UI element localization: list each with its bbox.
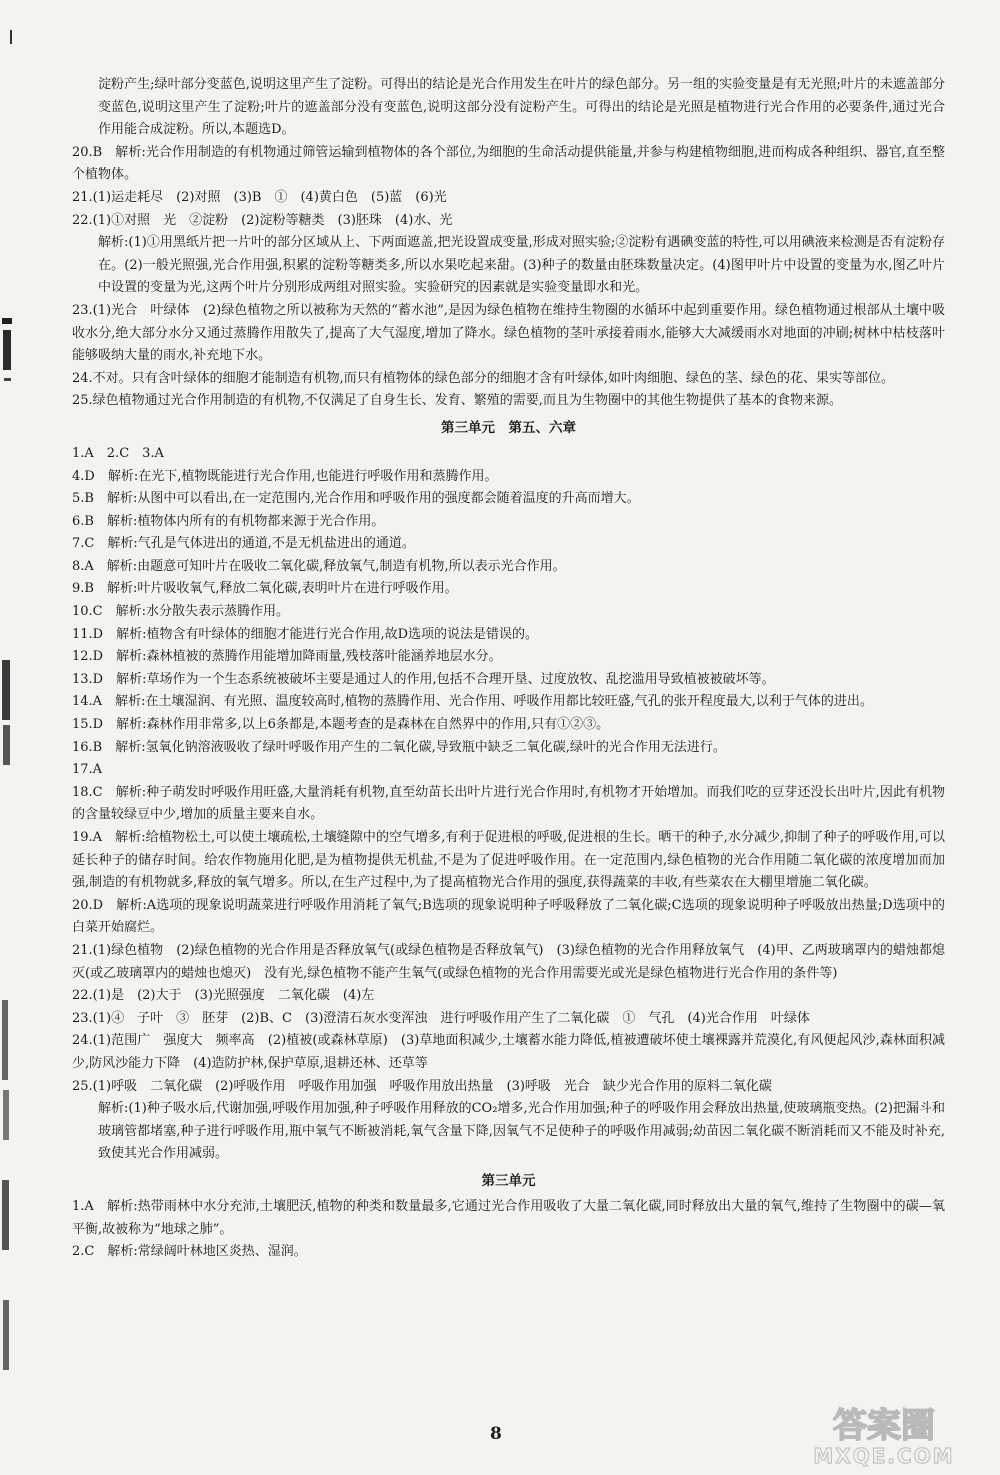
answer-item: 1.A 解析:热带雨林中水分充沛,土壤肥沃,植物的种类和数量最多,它通过光合作用吸收了大量二氧化碳,同时释放出大量的氧气,维持了生物圈中的碳—氧平衡,故被称为“地球之肺”。 <box>72 1198 945 1237</box>
answer-item: 22.(1)是 (2)大于 (3)光照强度 二氧化碳 (4)左 <box>72 988 375 1004</box>
answer-explanation: 解析:(1)种子吸水后,代谢加强,呼吸作用加强,种子呼吸作用释放的CO₂增多,光合作用加强;种子的呼吸作用会释放出热量,使玻璃瓶变热。(2)把漏斗和玻璃管都堵塞,种子进行呼吸作用,瓶中氧气不断被消耗,氧气含量下降,因氧气不足使种子的呼吸作用减弱;幼苗因二氧化碳不断消耗而又不能及时补充,致使其光合作用减弱。 <box>98 1101 945 1162</box>
answer-item: 21.(1)绿色植物 (2)绿色植物的光合作用是否释放氧气(或绿色植物是否释放氧气) (3)绿色植物的光合作用释放氧气 (4)甲、乙两玻璃罩内的蜡烛都熄灭(或乙玻璃罩内的蜡烛也熄灭) 没有光,绿色植物不能产生氧气(或绿色植物的光合作用需要光或光是绿色植物进行光合作用的条件等) <box>72 942 945 981</box>
answer-explanation: 淀粉产生;绿叶部分变蓝色,说明这里产生了淀粉。可得出的结论是光合作用发生在叶片的绿色部分。另一组的实验变量是有无光照;叶片的未遮盖部分变蓝色,说明这里产生了淀粉;叶片的遮盖部分没有变蓝色,说明这部分没有淀粉产生。可得出的结论是光照是植物进行光合作用的必要条件,通过光合作用能合成淀粉。所以,本题选D。 <box>98 77 945 138</box>
answer-explanation: 解析:(1)①用黑纸片把一片叶的部分区域从上、下两面遮盖,把光设置成变量,形成对照实验;②淀粉有遇碘变蓝的特性,可以用碘液来检测是否有淀粉存在。(2)一般光照强,光合作用强,积累的淀粉等糖类多,所以水果吃起来甜。(3)种子的数量由胚珠数量决定。(4)图甲叶片中设置的变量为水,图乙叶片中设置的变量为光,这两个叶片分别形成两组对照实验。实验研究的因素就是实验变量即水和光。 <box>98 235 945 296</box>
answer-item: 8.A 解析:由题意可知叶片在吸收二氧化碳,释放氧气,制造有机物,所以表示光合作用。 <box>72 558 566 574</box>
answer-item: 19.A 解析:给植物松土,可以使土壤疏松,土壤缝隙中的空气增多,有利于促进根的呼吸,促进根的生长。晒干的种子,水分减少,抑制了种子的呼吸作用,可以延长种子的储存时间。给农作物施用化肥,是为植物提供无机盐,不是为了促进呼吸作用。在一定范围内,绿色植物的光合作用随二氧化碳的浓度增加而加强,制造的有机物就多,释放的氧气增多。所以,在生产过程中,为了提高植物光合作用的强度,获得蔬菜的丰收,有些菜农在大棚里增施二氧化碳。 <box>72 830 945 891</box>
answer-item: 25.绿色植物通过光合作用制造的有机物,不仅满足了自身生长、发育、繁殖的需要,而且为生物圈中的其他生物提供了基本的食物来源。 <box>72 393 842 409</box>
answer-item: 21.(1)运走耗尽 (2)对照 (3)B ① (4)黄白色 (5)蓝 (6)光 <box>72 189 447 205</box>
answer-item: 20.D 解析:A选项的现象说明蔬菜进行呼吸作用消耗了氧气;B选项的现象说明种子呼吸释放了二氧化碳;C选项的现象说明种子呼吸放出热量;D选项中的白菜开始腐烂。 <box>72 897 945 936</box>
answer-item: 7.C 解析:气孔是气体进出的通道,不是无机盐进出的通道。 <box>72 536 415 552</box>
answer-item: 24.不对。只有含叶绿体的细胞才能制造有机物,而只有植物体的绿色部分的细胞才含有叶绿体,如叶肉细胞、绿色的茎、绿色的花、果实等部位。 <box>72 370 894 386</box>
answer-item: 5.B 解析:从图中可以看出,在一定范围内,光合作用和呼吸作用的强度都会随着温度的升高而增大。 <box>72 491 640 507</box>
page-number: 8 <box>490 1424 502 1444</box>
watermark-logo <box>786 1399 982 1469</box>
binding-edge-marks <box>0 0 30 1475</box>
answer-item: 17.A <box>72 762 103 778</box>
answer-item: 20.B 解析:光合作用制造的有机物通过筛管运输到植物体的各个部位,为细胞的生命活动提供能量,并参与构建植物细胞,进而构成各种组织、器官,直至整个植物体。 <box>72 144 945 183</box>
answer-item: 4.D 解析:在光下,植物既能进行光合作用,也能进行呼吸作用和蒸腾作用。 <box>72 468 498 484</box>
answer-item: 18.C 解析:种子萌发时呼吸作用旺盛,大量消耗有机物,直至幼苗长出叶片进行光合作用时,有机物才开始增加。而我们吃的豆芽还没长出叶片,因此有机物的含量较绿豆中少,增加的质量主要来自水。 <box>72 784 945 823</box>
answer-item: 22.(1)①对照 光 ②淀粉 (2)淀粉等糖类 (3)胚珠 (4)水、光 <box>72 212 453 228</box>
answer-item: 24.(1)范围广 强度大 频率高 (2)植被(或森林草原) (3)草地面积减少,土壤蓄水能力降低,植被遭破坏使土壤裸露并荒漠化,有风便起风沙,森林面积减少,防风沙能力下降 (4)造防护林,保护草原,退耕还林、还草等 <box>72 1033 945 1071</box>
answer-item: 6.B 解析:植物体内所有的有机物都来源于光合作用。 <box>72 513 385 529</box>
answer-item: 13.D 解析:草场作为一个生态系统被破坏主要是通过人的作用,包括不合理开垦、过度放牧、乱挖滥用导致植被被破坏等。 <box>72 671 775 687</box>
answer-item: 16.B 解析:氢氧化钠溶液吸收了绿叶呼吸作用产生的二氧化碳,导致瓶中缺乏二氧化碳,绿叶的光合作用无法进行。 <box>72 739 726 755</box>
section-heading: 第三单元 <box>481 1172 536 1189</box>
answer-item: 15.D 解析:森林作用非常多,以上6条都是,本题考查的是森林在自然界中的作用,只有①②③。 <box>72 717 610 733</box>
answer-item: 9.B 解析:叶片吸收氧气,释放二氧化碳,表明叶片在进行呼吸作用。 <box>72 581 458 597</box>
svg-text:MXQE.COM: MXQE.COM <box>813 1444 955 1468</box>
answer-item: 14.A 解析:在土壤湿润、有光照、温度较高时,植物的蒸腾作用、光合作用、呼吸作用都比较旺盛,气孔的张开程度最大,以利于气体的进出。 <box>72 694 873 710</box>
answer-item: 23.(1)④ 子叶 ③ 胚芽 (2)B、C (3)澄清石灰水变浑浊 进行呼吸作用产生了二氧化碳 ① 气孔 (4)光合作用 叶绿体 <box>72 1010 810 1026</box>
answer-item: 23.(1)光合 叶绿体 (2)绿色植物之所以被称为天然的“蓄水池”,是因为绿色植物在维持生物圈的水循环中起到重要作用。绿色植物通过根部从土壤中吸收水分,绝大部分水分又通过蒸腾作用散失了,提高了大气湿度,增加了降水。绿色植物的茎叶承接着雨水,能够大大减缓雨水对地面的冲刷;树林中枯枝落叶能够吸纳大量的雨水,补充地下水。 <box>72 302 945 364</box>
answer-content <box>72 74 945 1264</box>
answer-item: 11.D 解析:植物含有叶绿体的细胞才能进行光合作用,故D选项的说法是错误的。 <box>72 626 539 642</box>
section-heading: 第三单元 第五、六章 <box>441 419 576 436</box>
answer-item: 12.D 解析:森林植被的蒸腾作用能增加降雨量,残枝落叶能涵养地层水分。 <box>72 649 502 665</box>
answer-item: 25.(1)呼吸 二氧化碳 (2)呼吸作用 呼吸作用加强 呼吸作用放出热量 (3)呼吸 光合 缺少光合作用的原料二氧化碳 <box>72 1078 772 1094</box>
svg-text:答案圈: 答案圈 <box>833 1406 935 1446</box>
answer-item: 1.A 2.C 3.A <box>72 445 164 461</box>
answer-item: 2.C 解析:常绿阔叶林地区炎热、湿润。 <box>72 1244 307 1260</box>
answer-item: 10.C 解析:水分散失表示蒸腾作用。 <box>72 604 290 620</box>
